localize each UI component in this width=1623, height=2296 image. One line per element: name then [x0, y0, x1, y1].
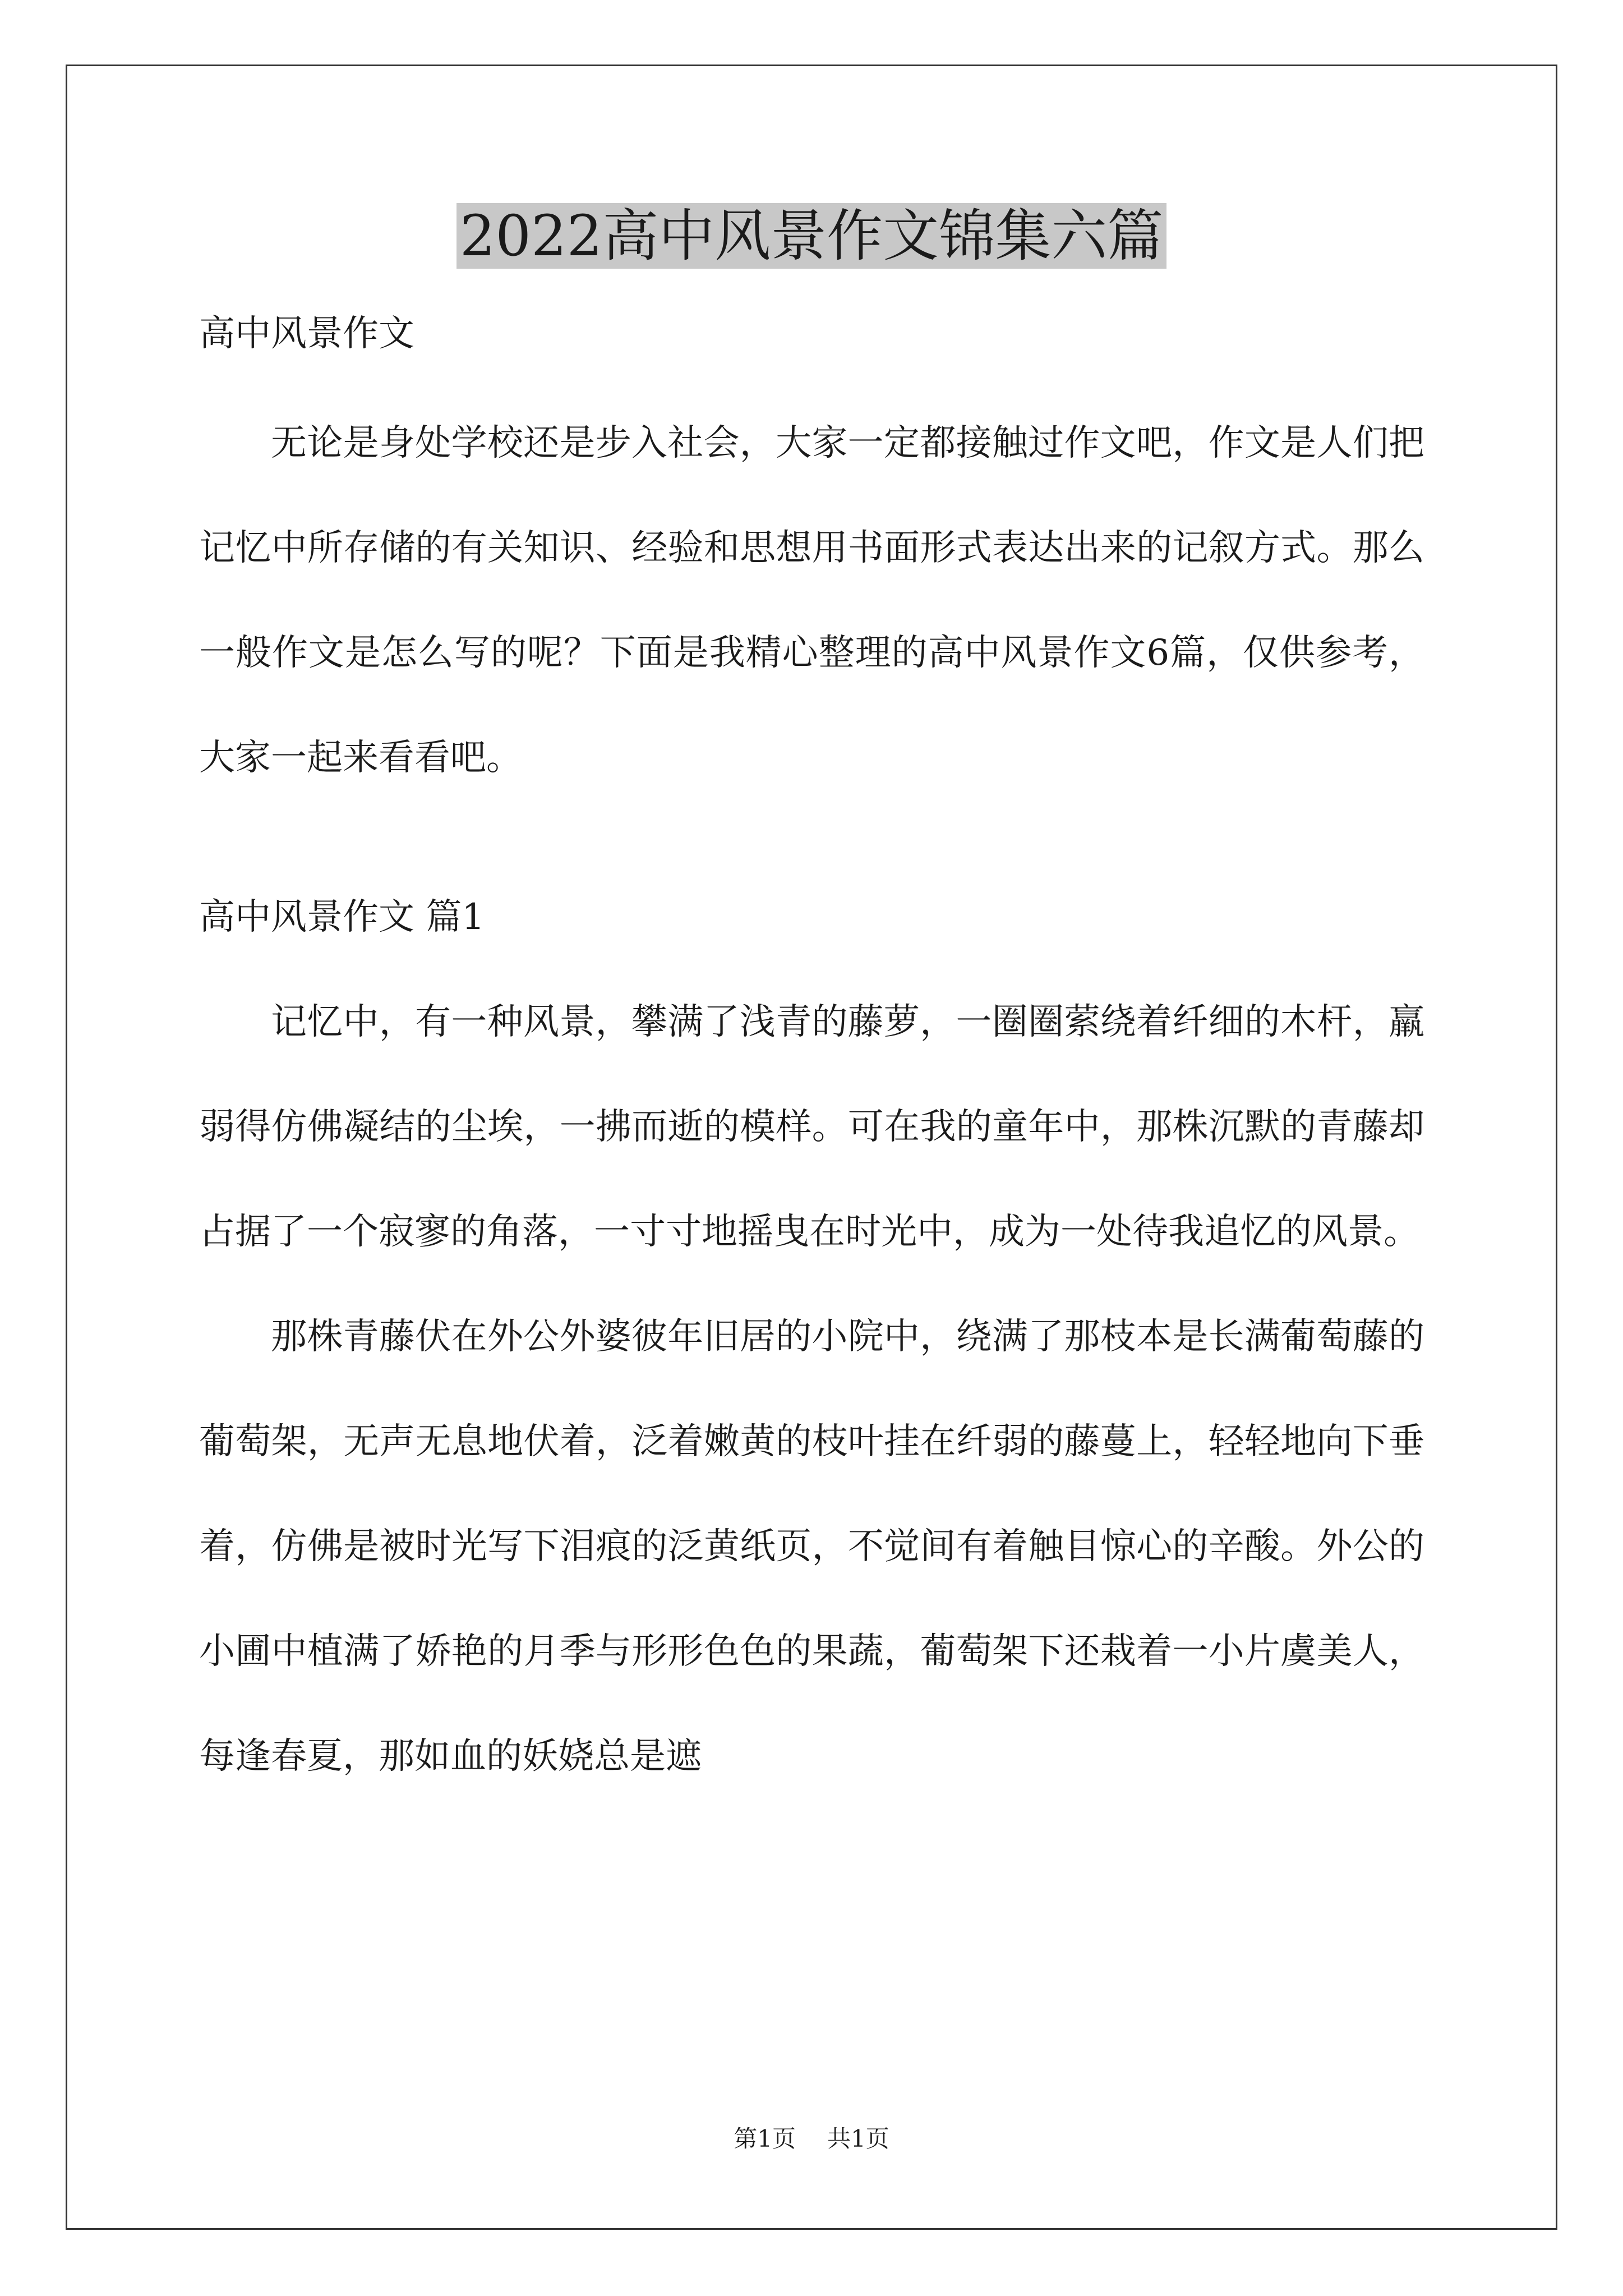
document-title: [0, 200, 1623, 273]
essay-heading: 高中风景作文 篇1: [199, 896, 485, 938]
document-body: [199, 306, 1424, 1809]
intro-heading: 高中风景作文: [199, 313, 414, 355]
page-total: 共1页: [827, 2125, 889, 2152]
page-number: 第1页: [734, 2125, 796, 2152]
intro-paragraph: 无论是身处学校还是步入社会，大家一定都接触过作文吧，作文是人们把记忆中所存储的有关知识、经验和思想用书面形式表达出来的记叙方式。那么一般作文是怎么写的呢？下面是我精心整理的高中风景作文6篇，仅供参考，大家一起来看看吧。: [199, 422, 1424, 779]
document-title-text: 2022高中风景作文锦集六篇: [457, 203, 1167, 269]
page-footer: [0, 2122, 1623, 2156]
essay-paragraph: 记忆中，有一种风景，攀满了浅青的藤萝，一圈圈萦绕着纤细的木杆，羸弱得仿佛凝结的尘埃，一拂而逝的模样。可在我的童年中，那株沉默的青藤却占据了一个寂寥的角落，一寸寸地摇曳在时光中，成为一处待我追忆的风景。: [199, 1001, 1424, 1253]
essay-paragraph: 那株青藤伏在外公外婆彼年旧居的小院中，绕满了那枝本是长满葡萄藤的葡萄架，无声无息地伏着，泛着嫩黄的枝叶挂在纤弱的藤蔓上，轻轻地向下垂着，仿佛是被时光写下泪痕的泛黄纸页，不觉间有着触目惊心的辛酸。外公的小圃中植满了娇艳的月季与形形色色的果蔬，葡萄架下还栽着一小片虞美人，每逢春夏，那如血的妖娆总是遮: [199, 1316, 1424, 1777]
